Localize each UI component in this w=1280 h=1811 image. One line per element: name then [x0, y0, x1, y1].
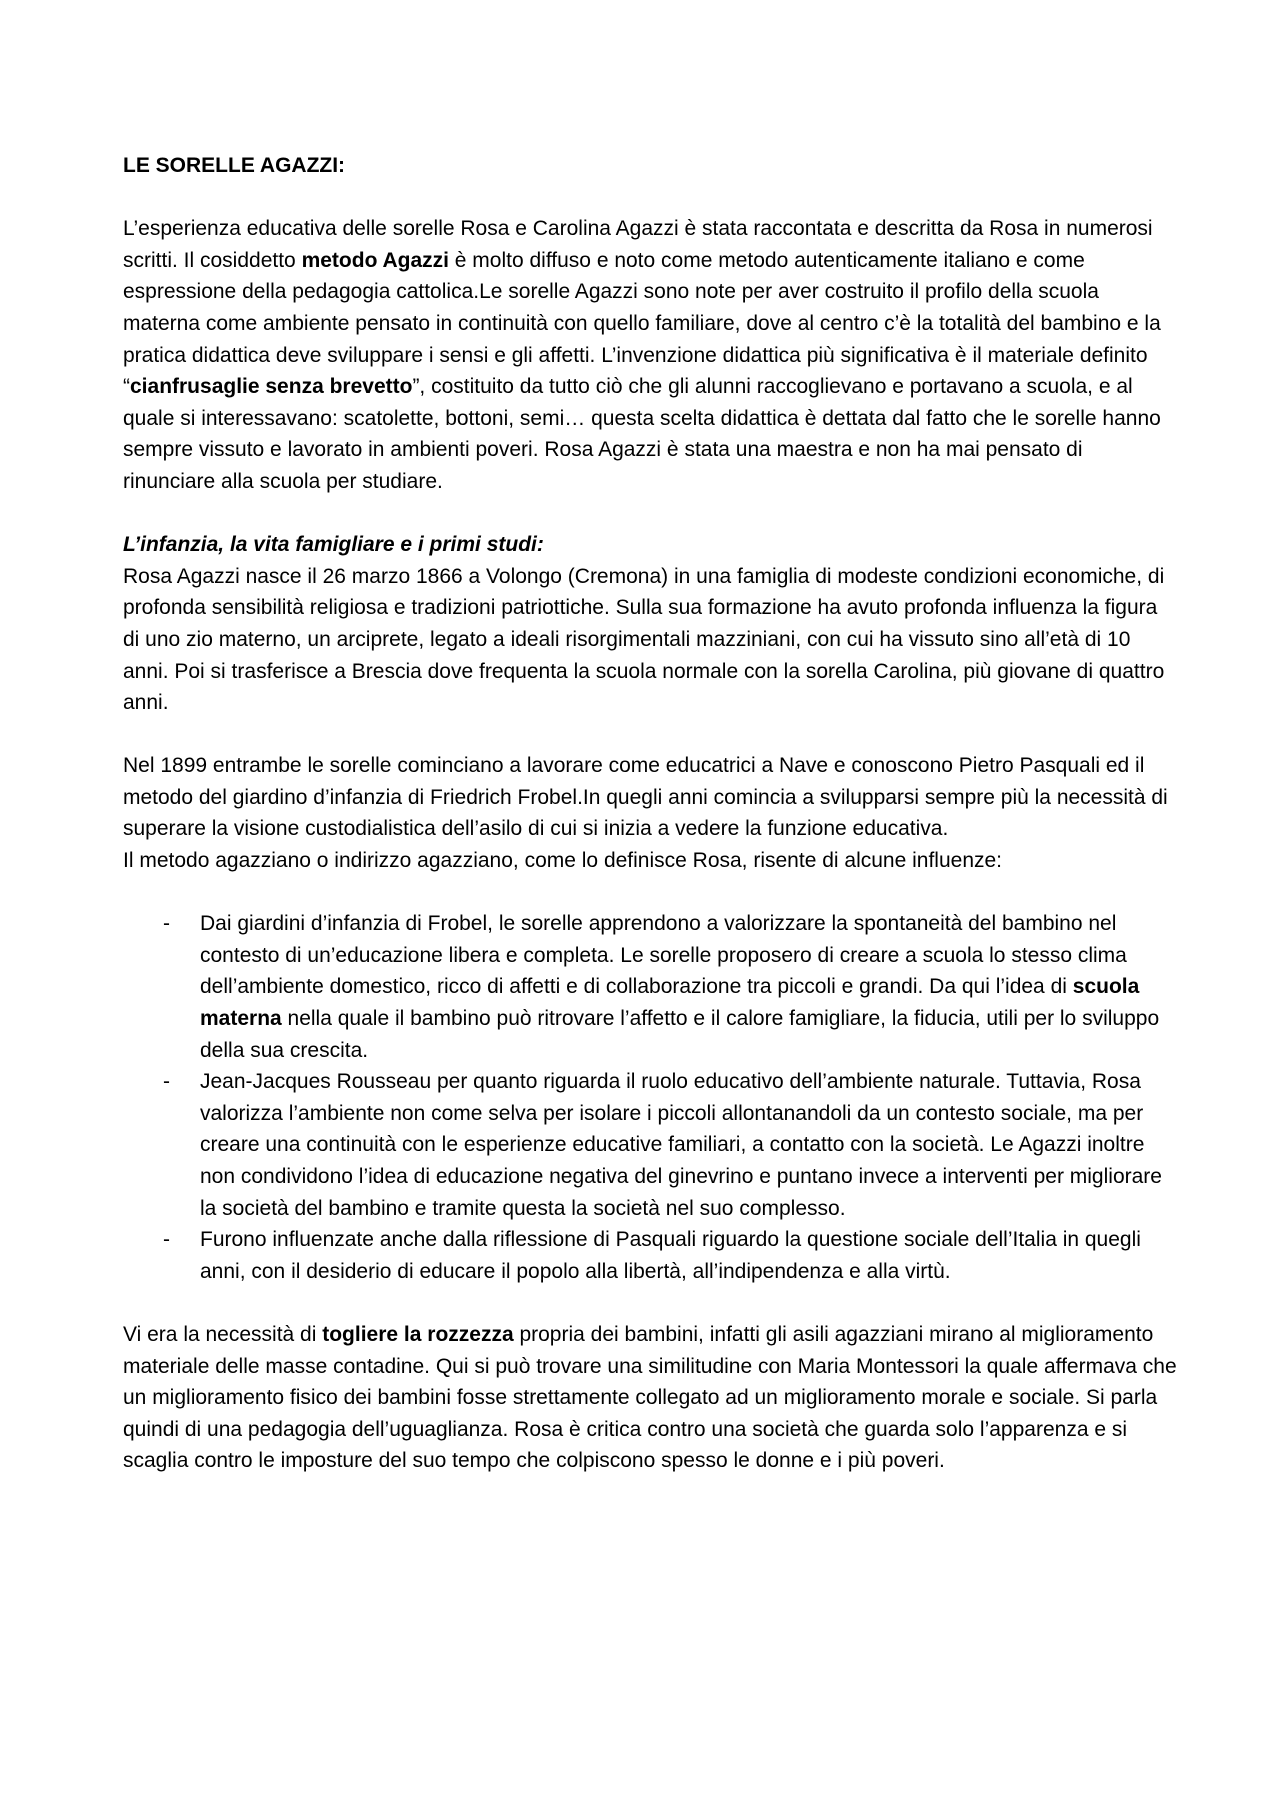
intro-text-3: ”, costituito da tutto ciò che gli alunni raccoglievano e portavano a scuola, e al quale si interessavano: scatolette, bottoni, semi… questa scelta didattica è dettata dal fatto che le sorelle hanno sempre vissuto e lavorato in ambienti poveri. Rosa Agazzi è stata una maestra e non ha mai pensato di rinunciare alla scuola per studiare.	[123, 375, 1161, 493]
pasquali-text: Furono influenzate anche dalla riflessione di Pasquali riguardo la questione sociale dell’Italia in quegli anni, con il desiderio di educare il popolo alla libertà, all’indipendenza e alla virtù.	[200, 1228, 1141, 1283]
list-item-pasquali	[123, 1224, 1178, 1287]
nave-paragraph: Nel 1899 entrambe le sorelle cominciano a lavorare come educatrici a Nave e conoscono Pietro Pasquali ed il metodo del giardino d’infanzia di Friedrich Frobel.In quegli anni comincia a svilupparsi sempre più la necessità di superare la visione custodialistica dell’asilo di cui si inizia a vedere la funzione educativa.	[123, 754, 1168, 841]
frobel-text-1: Dai giardini d’infanzia di Frobel, le sorelle apprendono a valorizzare la spontaneità del bambino nel contesto di un’educazione libera e completa. Le sorelle proposero di creare a scuola lo stesso clima dell’ambiente domestico, ricco di affetti e di collaborazione tra piccoli e grandi. Da qui l’idea di	[200, 912, 1127, 999]
influences-intro: Il metodo agazziano o indirizzo agazziano, come lo definisce Rosa, risente di alcune influenze:	[123, 849, 1003, 873]
intro-paragraph	[123, 213, 1178, 497]
frobel-text-2: nella quale il bambino può ritrovare l’affetto e il calore famigliare, la fiducia, utili per lo sviluppo della sua crescita.	[200, 1007, 1160, 1062]
rousseau-text: Jean-Jacques Rousseau per quanto riguarda il ruolo educativo dell’ambiente naturale. Tuttavia, Rosa valorizza l’ambiente non come selva per isolare i piccoli allontanandoli da un contesto sociale, ma per creare una continuità con le esperienze educative familiari, a contatto con la società. Le Agazzi inoltre non condividono l’idea di educazione negativa del ginevrino e puntano invece a interventi per migliorare la società del bambino e tramite questa la società nel suo complesso.	[200, 1070, 1162, 1220]
childhood-paragraph: Rosa Agazzi nasce il 26 marzo 1866 a Volongo (Cremona) in una famiglia di modeste condizioni economiche, di profonda sensibilità religiosa e tradizioni patriottiche. Sulla sua formazione ha avuto profonda influenza la figura di uno zio materno, un arciprete, legato a ideali risorgimentali mazziniani, con cui ha vissuto sino all’età di 10 anni. Poi si trasferisce a Brescia dove frequenta la scuola normale con la sorella Carolina, più giovane di quattro anni.	[123, 564, 1165, 715]
closing-bold-rozzezza: togliere la rozzezza	[322, 1322, 514, 1346]
closing-text-1: Vi era la necessità di	[123, 1322, 323, 1346]
list-dash: -	[163, 1070, 170, 1094]
document-page	[123, 150, 1178, 1477]
closing-paragraph	[123, 1319, 1178, 1477]
list-item-rousseau	[123, 1066, 1178, 1224]
intro-text-2: è molto diffuso e noto come metodo autenticamente italiano e come espressione della pedagogia cattolica.Le sorelle Agazzi sono note per aver costruito il profilo della scuola materna come ambiente pensato in continuità con quello familiare, dove al centro c’è la totalità del bambino e la pratica didattica deve sviluppare i sensi e gli affetti. L’invenzione didattica più significativa è il materiale definito “	[123, 248, 1161, 399]
list-item-frobel	[123, 908, 1178, 1066]
document-title: LE SORELLE AGAZZI:	[123, 154, 346, 177]
list-dash: -	[163, 1228, 170, 1252]
intro-bold-cianfrusaglie: cianfrusaglie senza brevetto	[130, 375, 413, 399]
closing-text-2: propria dei bambini, infatti gli asili agazziani mirano al miglioramento materiale delle masse contadine. Qui si può trovare una similitudine con Maria Montessori la quale affermava che un miglioramento fisico dei bambini fosse strettamente collegato ad un miglioramento morale e sociale. Si parla quindi di una pedagogia dell’uguaglianza. Rosa è critica contro una società che guarda solo l’apparenza e si scaglia contro le imposture del suo tempo che colpiscono spesso le donne e i più poveri.	[123, 1322, 1177, 1473]
intro-text-1: L’esperienza educativa delle sorelle Rosa e Carolina Agazzi è stata raccontata e descritta da Rosa in numerosi scritti. Il cosiddetto	[123, 217, 1153, 272]
list-dash: -	[163, 912, 170, 936]
influences-list	[123, 908, 1178, 1287]
frobel-bold-scuola-materna: scuola materna	[200, 975, 1140, 1031]
section-heading: L’infanzia, la vita famigliare e i primi studi:	[123, 533, 544, 557]
intro-bold-metodo: metodo Agazzi	[301, 248, 449, 272]
